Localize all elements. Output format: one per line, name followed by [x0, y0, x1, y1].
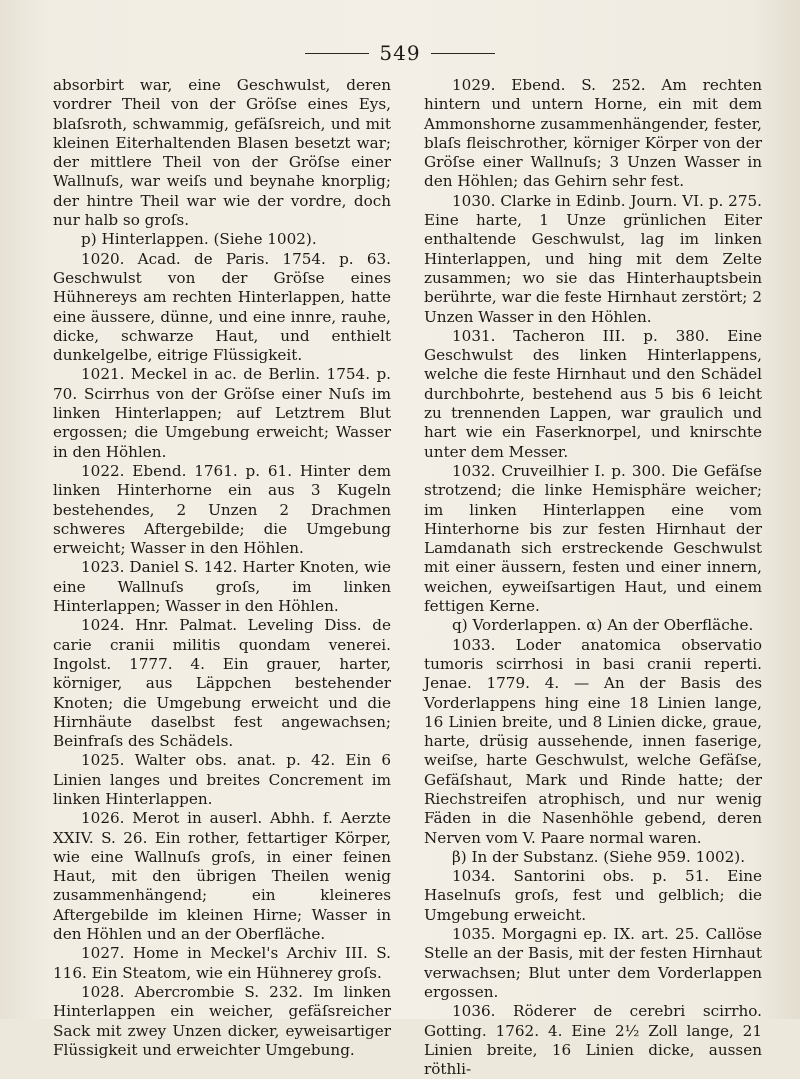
subsection-heading-substanz: β) In der Substanz. (Siehe 959. 1002). — [452, 847, 746, 866]
entry-1028: 1028. Abercrombie S. 232. Im linken Hinterlappen ein weicher, gefäſsreicher Sack mit zwey Unzen dicker, eyweisartiger Flüssigkeit und erweichter Umgebung. — [53, 982, 391, 1059]
header-rule-right — [431, 53, 495, 54]
entry-1030: 1030. Clarke in Edinb. Journ. VI. p. 275. Eine harte, 1 Unze grünlichen Eiter enthaltende Geschwulst, lag im linken Hinterlappen, und hing mit dem Zelte zusammen; wo sie das Hinterhauptsbein berührte, war die feste Hirnhaut zerstört; 2 Unzen Wasser in den Höhlen. — [424, 191, 762, 326]
left-column — [53, 76, 391, 1060]
section-heading-vorderlappen: q) Vorderlappen. α) An der Oberfläche. — [452, 616, 754, 635]
page-header — [0, 38, 800, 68]
entry-1029: 1029. Ebend. S. 252. Am rechten hintern und untern Horne, ein mit dem Ammonshorne zusammenhängender, fester, blaſs fleischrother, körniger Körper von der Gröſse einer Wallnuſs; 3 Unzen Wasser in den Höhlen; das Gehirn sehr fest. — [424, 76, 762, 191]
section-heading-hinterlappen: p) Hinterlappen. (Siehe 1002). — [81, 230, 317, 249]
page-number: 549 — [379, 41, 421, 65]
right-column — [424, 76, 762, 1079]
header-rule-left — [305, 53, 369, 54]
entry-1033: 1033. Loder anatomica observatio tumoris scirrhosi in basi cranii reperti. Jenae. 1779. 4. — An der Basis des Vorderlappens hing eine 18 Linien lange, 16 Linien breite, und 8 Linien dicke, graue, harte, drüsig aussehende, innen faserige, weiſse, harte Geschwulst, welche Gefäſse, Gefäſshaut, Mark und Rinde hatte; der Riechstreifen atrophisch, und nur wenig Fäden in die Nasenhöhle gebend, deren Nerven vom V. Paare normal waren. — [424, 635, 762, 847]
entry-1036: 1036. Röderer de cerebri scirrho. Gotting. 1762. 4. Eine 2½ Zoll lange, 21 Linien breite, 16 Linien dicke, aussen röthli- — [424, 1002, 762, 1079]
entry-1021: 1021. Meckel in ac. de Berlin. 1754. p. 70. Scirrhus von der Gröſse einer Nuſs im linken Hinterlappen; auf Letztrem Blut ergossen; die Umgebung erweicht; Wasser in den Höhlen. — [53, 365, 391, 461]
entry-1025: 1025. Walter obs. anat. p. 42. Ein 6 Linien langes und breites Concrement im linken Hinterlappen. — [53, 751, 391, 808]
entry-1023: 1023. Daniel S. 142. Harter Knoten, wie eine Wallnuſs groſs, im linken Hinterlappen; Wasser in den Höhlen. — [53, 558, 391, 616]
entry-1031: 1031. Tacheron III. p. 380. Eine Geschwulst des linken Hinterlappens, welche die feste Hirnhaut und den Schädel durchbohrte, bestehend aus 5 bis 6 leicht zu trennenden Lappen, war graulich und hart wie ein Faserknorpel, und knirschte unter dem Messer. — [424, 326, 762, 461]
entry-1022: 1022. Ebend. 1761. p. 61. Hinter dem linken Hinterhorne ein aus 3 Kugeln bestehendes, 2 Unzen 2 Drachmen schweres Aftergebilde; die Umgebung erweicht; Wasser in den Höhlen. — [53, 461, 391, 558]
entry-1020: 1020. Acad. de Paris. 1754. p. 63. Geschwulst von der Gröſse eines Hühnereys am rechten Hinterlappen, hatte eine äussere, dünne, und eine innre, rauhe, dicke, schwarze Haut, und enthielt dunkelgelbe, eitrige Flüssigkeit. — [53, 249, 391, 365]
entry-1034: 1034. Santorini obs. p. 51. Eine Haselnuſs groſs, fest und gelblich; die Umgebung erweicht. — [424, 867, 762, 924]
paragraph: absorbirt war, eine Geschwulst, deren vordrer Theil von der Gröſse eines Eys, blaſsroth, schwammig, gefäſsreich, und mit kleinen Eiterhaltenden Blasen besetzt war; der mittlere Theil von der Gröſse einer Wallnuſs, war weiſs und beynahe knorplig; der hintre Theil war wie der vordre, doch nur halb so groſs. — [53, 76, 391, 230]
entry-1032: 1032. Cruveilhier I. p. 300. Die Gefäſse strotzend; die linke Hemisphäre weicher; im linken Hinterlappen eine vom Hinterhorne bis zur festen Hirnhaut der Lamdanath sich erstreckende Geschwulst mit einer äussern, festen und einer innern, weichen, eyweiſsartigen Haut, und einem fettigen Kerne. — [424, 461, 762, 616]
entry-1035: 1035. Morgagni ep. IX. art. 25. Callöse Stelle an der Basis, mit der festen Hirnhaut verwachsen; Blut unter dem Vorderlappen ergossen. — [424, 925, 762, 1001]
entry-1024: 1024. Hnr. Palmat. Leveling Diss. de carie cranii militis quondam venerei. Ingolst. 1777. 4. Ein grauer, harter, körniger, aus Läppchen bestehender Knoten; die Umgebung erweicht und die Hirnhäute daselbst fest angewachsen; Beinfraſs des Schädels. — [53, 616, 391, 751]
entry-1027: 1027. Home in Meckel's Archiv III. S. 116. Ein Steatom, wie ein Hühnerey groſs. — [53, 944, 391, 982]
entry-1026: 1026. Merot in auserl. Abhh. f. Aerzte XXIV. S. 26. Ein rother, fettartiger Körper, wie eine Wallnuſs groſs, in einer feinen Haut, mit den übrigen Theilen wenig zusammenhängend; ein kleineres Aftergebilde im kleinen Hirne; Wasser in den Höhlen und an der Oberfläche. — [53, 809, 391, 944]
